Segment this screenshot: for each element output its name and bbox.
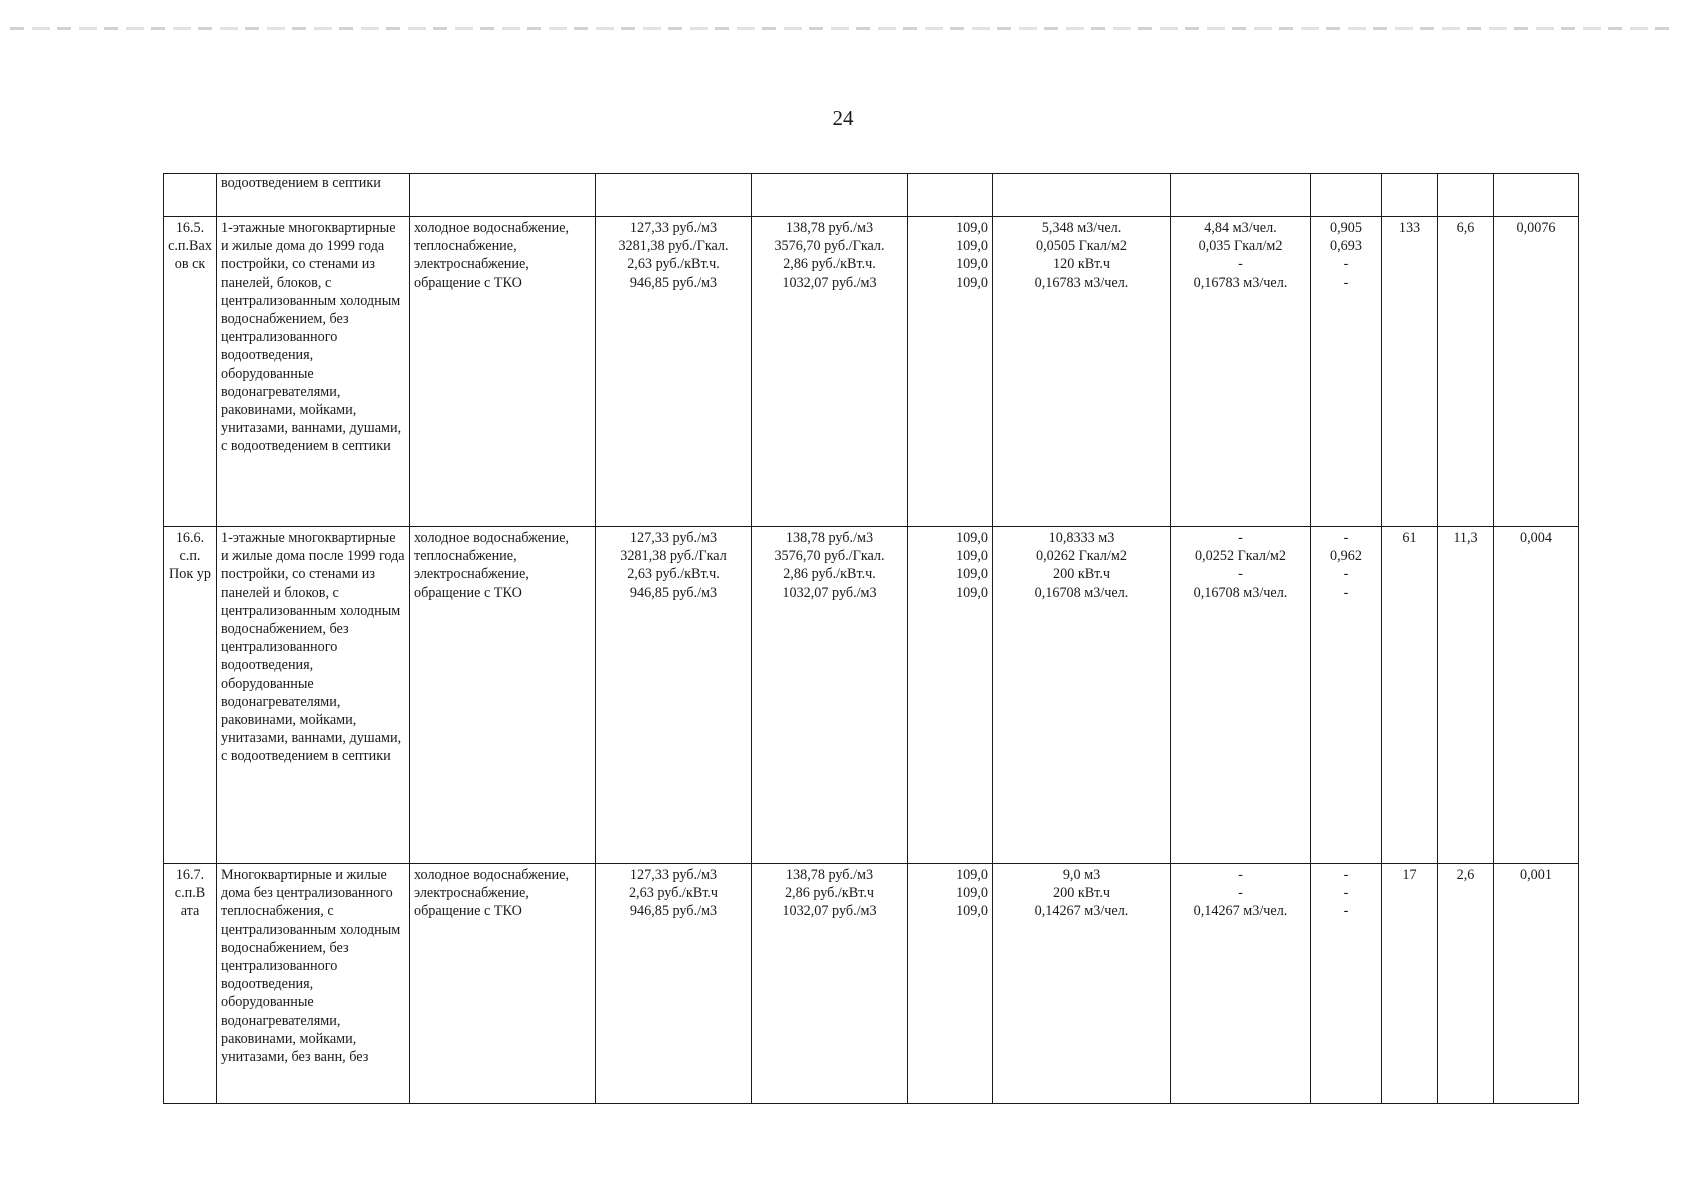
tariff-old-line: 2,63 руб./кВт.ч [628,885,719,902]
coef-line: - [1343,274,1349,291]
cell-description: 1-этажные многоквартирные и жилые дома до 1999 года постройки, со стенами из панелей, блоков, с централизованным холодным водоснабжением, без централизованного водоотведения, оборудованные водонагревателями, раковинами, мойками, унитазами, ваннами, душами, с водоотведением в септики [217,217,410,527]
cell-services: холодное водоснабжение, электроснабжение, обращение с ТКО [410,864,596,1104]
norm-line: 0,16783 м3/чел. [1034,274,1129,291]
cell-id: 16.6. с.п. Пок ур [164,527,217,864]
norm-line: 200 кВт.ч [1053,566,1110,583]
norm-line: 0,16708 м3/чел. [1034,584,1129,601]
norm-line: 120 кВт.ч [1053,256,1110,273]
cell-index [908,217,993,527]
coef-line: 0,905 [1330,220,1362,236]
cell-coef [1311,217,1382,527]
index-line: 109,0 [956,548,988,565]
tariff-old-line: 127,33 руб./м3 [629,867,718,883]
cell-volume [1171,217,1311,527]
cell-tariff-new [752,527,908,864]
tariff-old-line: 946,85 руб./м3 [629,903,718,920]
tariff-new-line: 138,78 руб./м3 [785,867,874,883]
tariff-old-line: 3281,38 руб./Гкал [620,548,727,565]
cell-count: 61 [1382,527,1438,864]
volume-line: - [1238,885,1243,902]
coef-line: - [1343,566,1349,583]
tariff-new-line: 2,86 руб./кВт.ч. [783,256,876,273]
table-row-continuation [164,174,1579,217]
cell-id [164,174,217,217]
cell-count: 133 [1382,217,1438,527]
index-line: 109,0 [956,566,988,583]
coef-line: - [1343,885,1349,902]
cell-norm [993,217,1171,527]
volume-line: - [1238,530,1243,546]
cell-volume [1171,527,1311,864]
tariff-new-line: 2,86 руб./кВт.ч [784,885,875,902]
cell-description: водоотведением в септики [217,174,410,217]
tariff-new-line: 138,78 руб./м3 [785,530,874,546]
tariff-new-line: 1032,07 руб./м3 [782,584,877,601]
cell-tariff-old [596,217,752,527]
cell-tariff-new [752,217,908,527]
table-row [164,217,1579,527]
cell-share: 0,0076 [1494,217,1579,527]
cell-norm [993,527,1171,864]
cell-services: холодное водоснабжение, теплоснабжение, электроснабжение, обращение с ТКО [410,217,596,527]
coef-line: - [1343,530,1349,546]
tariff-new-line: 3576,70 руб./Гкал. [774,238,885,255]
norm-line: 9,0 м3 [1062,867,1101,883]
norm-line: 5,348 м3/чел. [1041,220,1122,236]
scan-artifact-line [10,27,1676,30]
volume-line: 0,16783 м3/чел. [1193,274,1288,291]
page-number: 24 [832,106,854,130]
tariff-old-line: 946,85 руб./м3 [629,584,718,601]
cell-tariff-new [752,864,908,1104]
cell-amount: 2,6 [1438,864,1494,1104]
cell-id: 16.7. с.п.В ата [164,864,217,1104]
tariff-new-line: 1032,07 руб./м3 [782,903,877,920]
cell-count: 17 [1382,864,1438,1104]
tariff-new-line: 2,86 руб./кВт.ч. [783,566,876,583]
table-row [164,527,1579,864]
tariff-old-line: 2,63 руб./кВт.ч. [627,566,720,583]
tariff-old-line: 946,85 руб./м3 [629,274,718,291]
coef-line: - [1343,903,1349,920]
cell-description: Многоквартирные и жилые дома без централизованного теплоснабжения, с централизованным холодным водоснабжением, без централизованного водоотведения, оборудованные водонагревателями, раковинами, мойками, унитазами, без ванн, без [217,864,410,1104]
cell-index [908,864,993,1104]
coef-line: - [1343,867,1349,883]
tariff-new-line: 138,78 руб./м3 [785,220,874,236]
cell-share: 0,004 [1494,527,1579,864]
tariff-old-line: 127,33 руб./м3 [629,220,718,236]
volume-line: 0,0252 Гкал/м2 [1195,548,1286,565]
volume-line: 0,14267 м3/чел. [1193,903,1288,920]
volume-line: - [1238,867,1243,883]
index-line: 109,0 [956,530,988,546]
coef-line: - [1343,256,1349,273]
cell-tariff-old [596,864,752,1104]
volume-line: 4,84 м3/чел. [1204,220,1277,236]
volume-line: 0,16708 м3/чел. [1193,584,1288,601]
index-line: 109,0 [956,238,988,255]
index-line: 109,0 [956,256,988,273]
cell-description: 1-этажные многоквартирные и жилые дома после 1999 года постройки, со стенами из панелей и блоков, с централизованным холодным водоснабжением, без централизованного водоотведения, оборудованные водонагревателями, раковинами, мойками, унитазами, ваннами, душами, с водоотведением в септики [217,527,410,864]
norm-line: 0,14267 м3/чел. [1034,903,1129,920]
cell-amount: 11,3 [1438,527,1494,864]
cell-volume [1171,864,1311,1104]
norm-line: 0,0262 Гкал/м2 [1036,548,1127,565]
cell-tariff-old [596,527,752,864]
volume-line: 0,035 Гкал/м2 [1198,238,1283,255]
tariff-new-line: 3576,70 руб./Гкал. [774,548,885,565]
tariff-new-line: 1032,07 руб./м3 [782,274,877,291]
volume-line: - [1238,566,1243,583]
cell-services: холодное водоснабжение, теплоснабжение, электроснабжение, обращение с ТКО [410,527,596,864]
index-line: 109,0 [956,903,988,920]
tariff-table [163,173,1579,1104]
cell-share: 0,001 [1494,864,1579,1104]
index-line: 109,0 [956,867,988,883]
index-line: 109,0 [956,274,988,291]
index-line: 109,0 [956,885,988,902]
norm-line: 10,8333 м3 [1048,530,1115,546]
norm-line: 0,0505 Гкал/м2 [1036,238,1127,255]
table-row [164,864,1579,1104]
cell-coef [1311,527,1382,864]
tariff-old-line: 3281,38 руб./Гкал. [618,238,729,255]
cell-amount: 6,6 [1438,217,1494,527]
coef-line: 0,962 [1330,548,1362,565]
index-line: 109,0 [956,584,988,601]
cell-coef [1311,864,1382,1104]
norm-line: 200 кВт.ч [1053,885,1110,902]
tariff-old-line: 127,33 руб./м3 [629,530,718,546]
coef-line: 0,693 [1330,238,1362,255]
tariff-old-line: 2,63 руб./кВт.ч. [627,256,720,273]
cell-id: 16.5. с.п.Вахов ск [164,217,217,527]
cell-norm [993,864,1171,1104]
coef-line: - [1343,584,1349,601]
cell-index [908,527,993,864]
index-line: 109,0 [956,220,988,236]
volume-line: - [1238,256,1243,273]
